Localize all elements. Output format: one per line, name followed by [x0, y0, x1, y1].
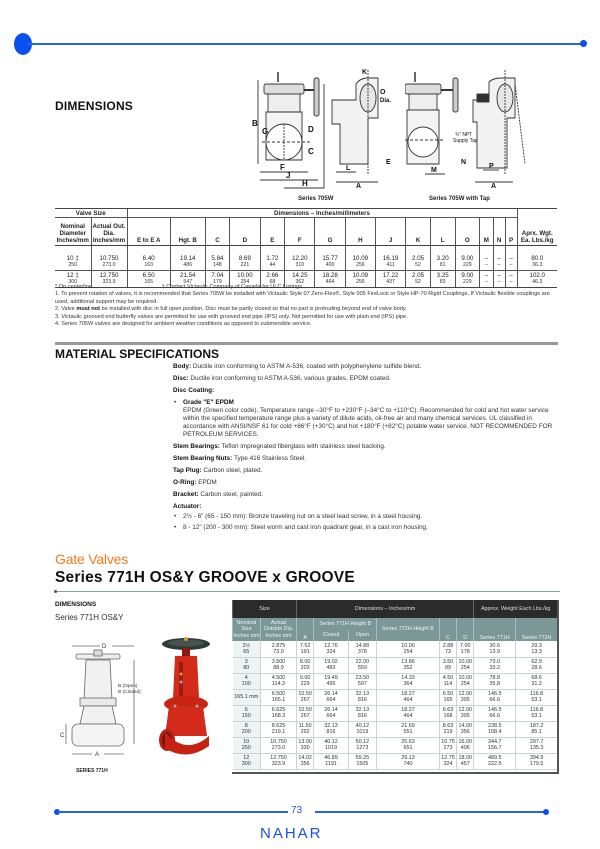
table-shadow-bottom	[232, 772, 559, 774]
table-row: 6 150 6.625 168.3 10.50 267 26.14 664 32.13 816 18.27 464 6.63 168 12.00 305 146.5 66.6 116.8 53.1	[233, 705, 558, 721]
table-row: 12 ‡ 300 12.750 323.9 6.50 165 21.54 547 7.04 179 10.00 254 2.66 68 14.25 362 18.28 464 10.09 256 17.22 437 2.05 52 3.25 83 9.00 229 – – – – – – 102.0 46.3	[55, 271, 557, 288]
gate-subtitle: Series 771H OS&Y	[55, 613, 124, 622]
spec-stem-bearings: Stem Bearings: Teflon impregnated fiberglass with stainless steel backing.	[173, 443, 386, 450]
col-d: D	[457, 618, 474, 641]
spec-disc-coating: Disc Coating:	[173, 387, 215, 394]
svg-text:L: L	[346, 165, 351, 172]
col-h: H	[345, 218, 375, 246]
svg-text:Dia.: Dia.	[380, 98, 392, 104]
table-row: 3 80 3.500 88.9 8.00 203 19.02 483 22.00 559 13.86 352 3.50 89 10.00 254 73.0 33.2 62.9 28.6	[233, 657, 558, 673]
col-o: O	[455, 218, 480, 246]
svg-text:D: D	[308, 125, 314, 134]
svg-text:P: P	[489, 163, 494, 170]
table-row: 10 250 10.750 273.0 13.00 330 40.12 1019 50.12 1273 25.63 651 10.75 273 16.00 406 344.7 156.7 297.7 135.3	[233, 737, 558, 753]
col-nominal-size: Nominal Size Inches mm	[233, 618, 261, 641]
list-item: • 8 - 12" (200 - 300 mm): Steel worm and cast iron quadrant gear, in a cast iron housing.	[173, 524, 558, 532]
svg-text:H: H	[302, 179, 308, 188]
col-a: A	[297, 618, 314, 641]
note-3: 3. Victaulic grooved end butterfly valves are permitted for use with grooved end pipe (IPS) only. Not permitted for use with plain end (IPS) pipe.	[55, 313, 408, 320]
col-nominal: Nominal Diameter Inches/mm	[55, 218, 91, 246]
series-title: Series 771H OS&Y GROOVE x GROOVE	[55, 569, 355, 586]
col-actual-od: Actual Outside Dia. Inches mm	[261, 618, 297, 641]
gate-valve-photo	[155, 636, 217, 766]
table-row: 4 100 4.500 114.3 9.00 229 19.49 495 23.50 597 14.33 364 4.50 114 10.00 254 78.8 35.8 68.6 31.2	[233, 673, 558, 689]
footer-dot-right	[543, 809, 549, 815]
list-item: • Grade "E" EPDM EPDM (Green color code). Temperature range –30°F to +230°F (–34°C to +110°C). Recommended for cold and hot water service within the specified temperature range plus a variety of dilute acids, oil-free air and many chemical services. UL classified in accordance with ANSI/NSF 61 for cold +86°F (+30°C) and hot +180°F (+82°C) potable water service. NOT RECOMMENDED FOR PETROLEUM SERVICES.	[173, 399, 558, 439]
table-row: 8 200 8.625 219.1 11.50 292 32.13 816 40.12 1019 21.69 551 8.63 219 14.00 356 238.5 108.4 187.2 85.1	[233, 721, 558, 737]
svg-text:O: O	[380, 89, 386, 96]
footer-line-left	[58, 811, 288, 813]
table-row: 10 ‡ 250 10.750 273.0 6.40 163 19.14 486 5.84 148 8.69 221 1.72 44 12.20 310 15.77 400 10.09 256 16.19 411 2.05 52 3.20 81 9.00 229 – – – – – – 80.0 36.3	[55, 254, 557, 271]
col-weight-771h: Series 771H	[474, 618, 516, 641]
col-m: M	[480, 218, 493, 246]
col-c: C	[439, 618, 456, 641]
col-b: Hgt. B	[170, 218, 205, 246]
note-4: 4. Series 705W valves are designed for ambient weather conditions as opposed to submersible service.	[55, 321, 312, 328]
col-l: L	[430, 218, 455, 246]
col-k: K	[406, 218, 431, 246]
dimensions-heading: DIMENSIONS	[55, 99, 134, 113]
top-rule	[14, 38, 587, 50]
svg-text:Supply Tap: Supply Tap	[453, 138, 478, 144]
col-c: C	[205, 218, 230, 246]
table-shadow-right	[557, 600, 559, 774]
footer-line-right	[315, 811, 545, 813]
svg-text:M: M	[431, 167, 437, 174]
col-p: P	[505, 218, 517, 246]
spec-body: Body: Ductile iron conforming to ASTM A-536, coated with polyphenylene sulfide blend.	[173, 363, 422, 370]
category-title: Gate Valves	[55, 551, 129, 567]
series-771h-dimensions-table	[232, 600, 557, 770]
spec-actuator: Actuator:	[173, 503, 202, 510]
svg-text:A: A	[95, 752, 100, 758]
weight-header: Approx. Weight Each Lbs./kg	[474, 600, 557, 618]
series-rule	[55, 591, 560, 592]
svg-text:D: D	[102, 644, 107, 650]
series-705w-dimensions-table	[55, 208, 557, 288]
svg-text:C: C	[60, 733, 65, 739]
col-g: G	[315, 218, 345, 246]
spec-bracket: Bracket: Carbon steel, painted.	[173, 491, 263, 498]
svg-text:E: E	[386, 159, 391, 166]
table-notes	[55, 284, 560, 328]
svg-text:¾" NPT: ¾" NPT	[455, 132, 473, 138]
size-header: Size	[233, 600, 297, 618]
col-f: F	[285, 218, 315, 246]
series-705w-caption: Series 705W	[298, 196, 334, 202]
series-705w-tap-caption: Series 705W with Tap	[429, 196, 490, 202]
rule-dot-small	[580, 40, 587, 47]
svg-text:K: K	[362, 69, 368, 76]
dimensions-header: Dimensions – Inches/millimeters	[127, 209, 517, 218]
col-e: E	[260, 218, 285, 246]
svg-text:G: G	[262, 127, 269, 136]
disc-coating-list	[173, 399, 558, 439]
gate-valve-drawing	[60, 640, 140, 765]
svg-text:J: J	[286, 171, 291, 180]
drawing-label-b: B (Open) B (Closed)	[118, 684, 141, 695]
page-number: 73	[291, 805, 303, 816]
col-j: J	[375, 218, 405, 246]
svg-text:F: F	[280, 163, 285, 172]
dimensions-header: Dimensions – Inches/mm	[297, 600, 474, 618]
list-item: • 2½ - 6" (65 - 150 mm): Bronze traveling nut on a steel lead screw, in a steel housing.	[173, 513, 558, 521]
table-row: 12 300 12.750 323.9 14.02 356 46.89 1191 59.25 1505 29.13 740 12.75 324 18.00 457 489.5 222.5 394.9 179.5	[233, 753, 558, 769]
svg-text:N: N	[461, 159, 467, 166]
rule-line	[28, 43, 583, 45]
series-705w-drawing	[228, 64, 396, 204]
material-specs	[173, 363, 558, 536]
col-weight: Aprx. Wgt. Ea. Lbs./kg	[517, 209, 557, 246]
col-n: N	[493, 218, 505, 246]
col-actual: Actual Out. Dia. Inches/mm	[91, 218, 127, 246]
material-specs-heading: MATERIAL SPECIFICATIONS	[55, 347, 220, 361]
gate-dimensions-label: DIMENSIONS	[55, 601, 97, 608]
series-705w-tap-drawing	[405, 64, 565, 204]
note-1: 1. To prevent rotation of valves, it is recommended that Series 705W be installed with Victaulic Style 07 Zero-Flex®, Style 005 FireLock or Style HP-70 Rigid Couplings. If Victaulic flexible couplings are used, additional support may be required.	[55, 291, 550, 305]
brand-logo: NAHAR	[260, 825, 323, 842]
col-open: Open	[348, 630, 376, 641]
actuator-list	[173, 513, 558, 532]
note-2: 2. Valve must not be installed with disc in full open position. Disc must be partly closed so that no part is protruding beyond end of valve body.	[55, 306, 407, 313]
spec-tap-plug: Tap Plug: Carbon steel, plated.	[173, 467, 263, 474]
col-d: D	[230, 218, 260, 246]
spec-stem-nuts: Stem Bearing Nuts: Type 416 Stainless Steel.	[173, 455, 307, 462]
table-row: 2½ 65 2.875 73.0 7.52 191 12.76 324 14.88 378 10.00 254 2.88 73 7.00 178 30.6 13.9 29.3 13.3	[233, 641, 558, 657]
svg-text:C: C	[308, 147, 314, 156]
svg-text:A: A	[491, 183, 497, 190]
col-a: E to E A	[127, 218, 170, 246]
spec-oring: O-Ring: EPDM	[173, 479, 217, 486]
svg-text:B: B	[252, 119, 258, 128]
col-closed: Closed	[314, 630, 349, 641]
table-row: 165.1 mm 6.500 165.1 10.50 267 26.14 664 32.13 816 18.27 464 6.50 165 12.00 305 146.5 66.6 116.8 53.1	[233, 689, 558, 705]
col-771h-height: Series 771H Height B	[314, 618, 377, 630]
drawing-caption: SERIES 771H	[76, 768, 108, 774]
note-ulc: ‡ Contact Victaulic Company of Canada for ULC Listings.	[161, 284, 304, 290]
col-weight-772h: Series 772H	[516, 618, 557, 641]
section-divider	[55, 342, 558, 345]
spec-disc: Disc: Ductile iron conforming to ASTM A-536, various grades, EPDM coated.	[173, 375, 391, 382]
svg-text:A: A	[356, 183, 362, 190]
valve-size-header: Valve Size	[55, 209, 127, 218]
note-centerline: * On centerline.	[55, 284, 94, 290]
col-772h-height: Series 772H Height B	[377, 618, 440, 641]
